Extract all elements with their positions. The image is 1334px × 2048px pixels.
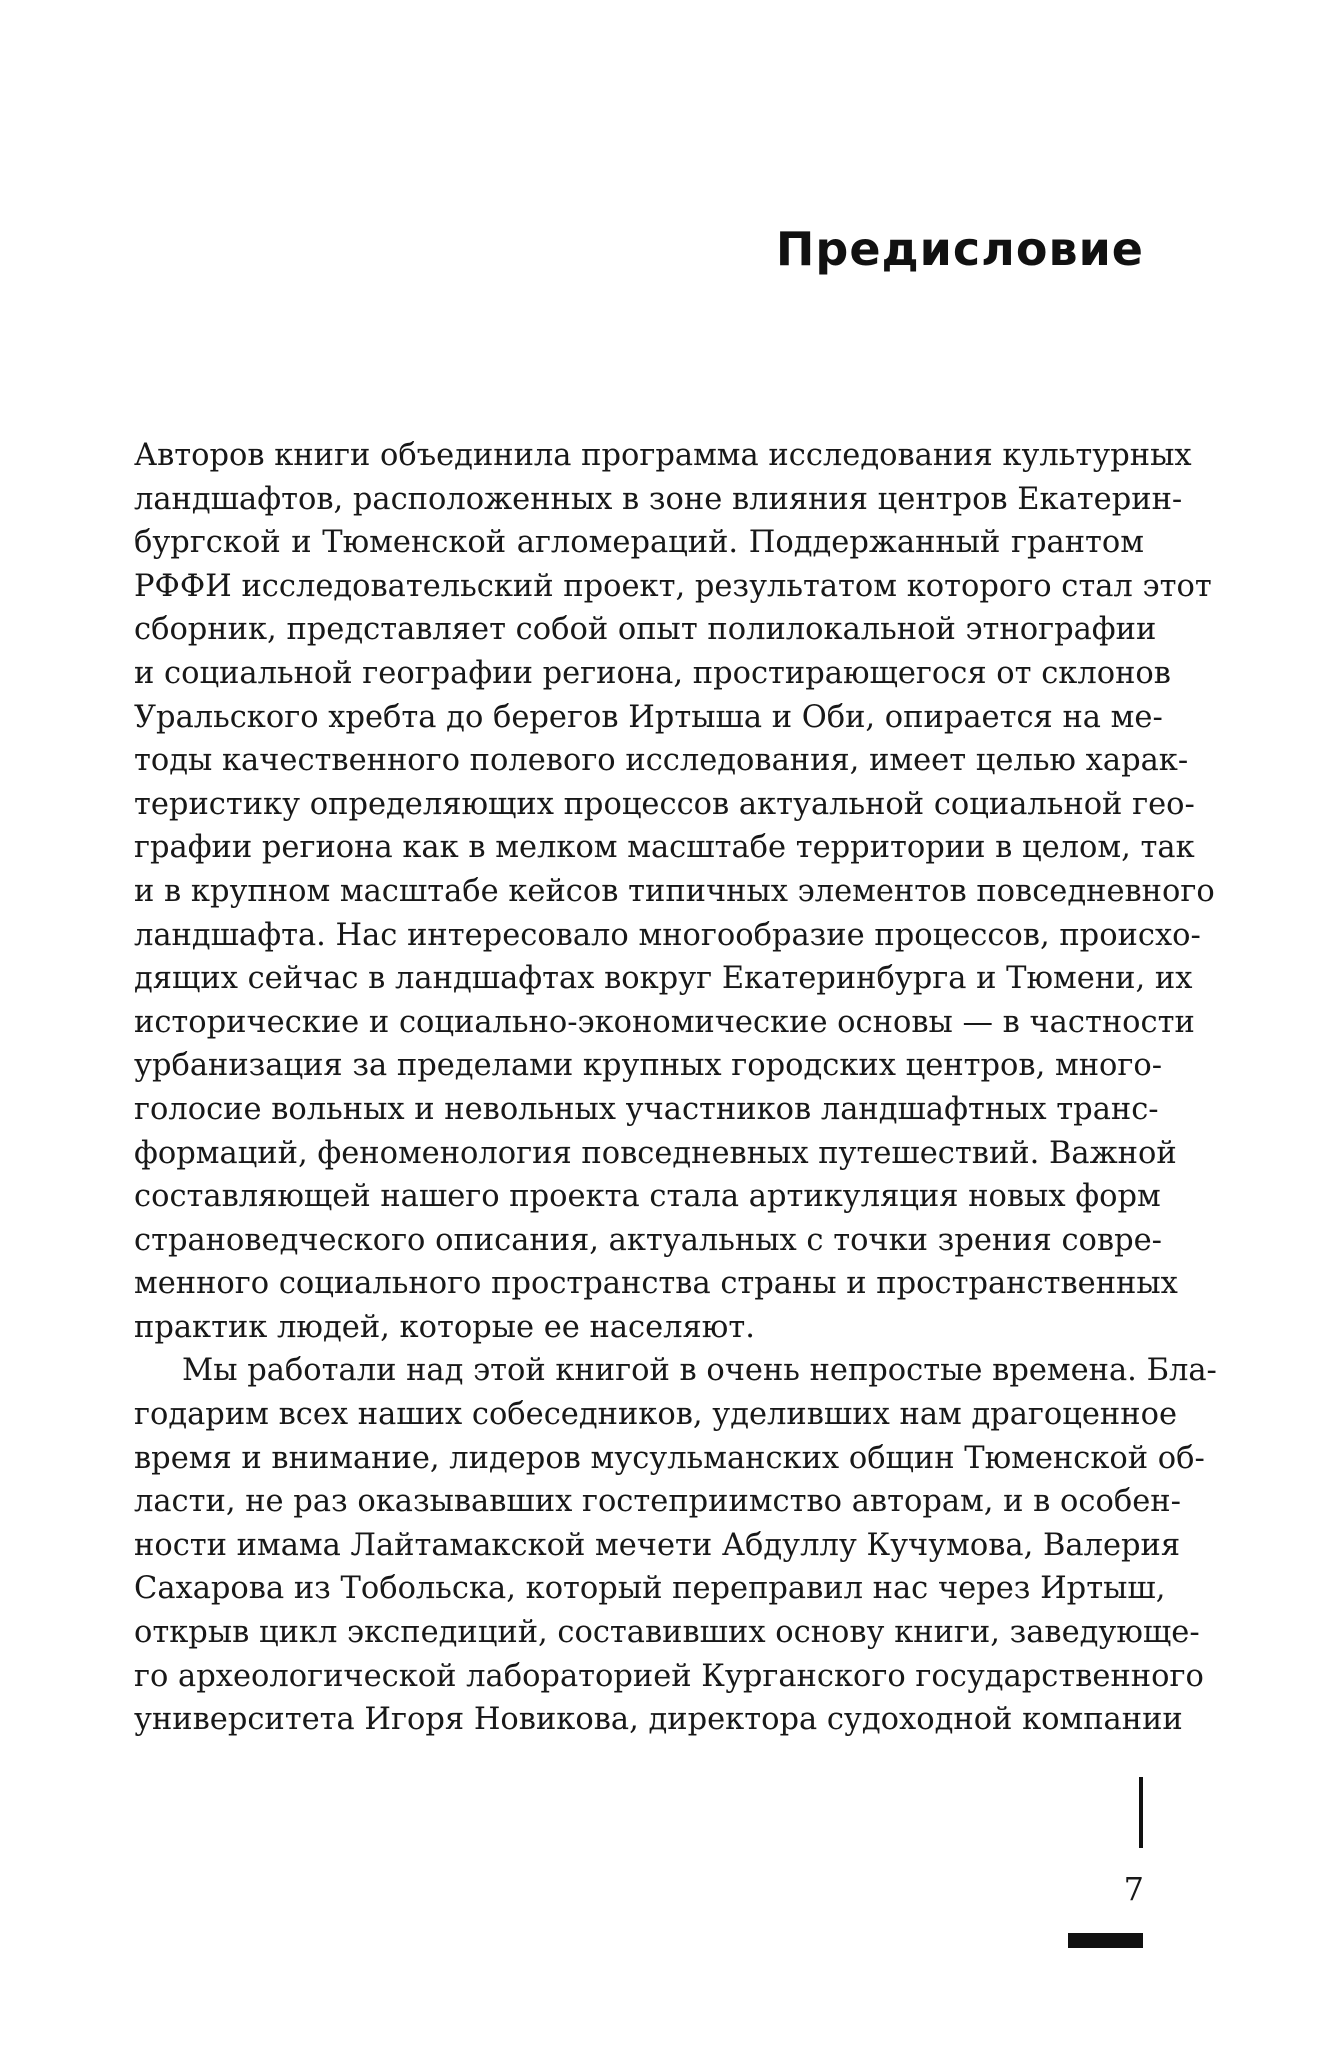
text-line: го археологической лабораторией Курганского государственного xyxy=(134,1658,1204,1694)
text-line: РФФИ исследовательский проект, результатом которого стал этот xyxy=(134,568,1212,604)
text-line: графии региона как в мелком масштабе территории в целом, так xyxy=(134,830,1195,866)
text-line: бургской и Тюменской агломераций. Поддержанный грантом xyxy=(134,525,1144,561)
text-line: практик людей, которые ее населяют. xyxy=(134,1309,755,1345)
body-text xyxy=(134,434,1217,1742)
text-line: урбанизация за пределами крупных городских центров, много- xyxy=(134,1048,1163,1084)
text-line: ласти, не раз оказывавших гостеприимство авторам, и в особен- xyxy=(134,1484,1181,1520)
chapter-title: Предисловие xyxy=(775,222,1144,276)
text-line: формаций, феноменология повседневных путешествий. Важной xyxy=(134,1135,1177,1171)
text-line: тоды качественного полевого исследования, имеет целью харак- xyxy=(134,743,1189,779)
text-line: теристику определяющих процессов актуальной социальной гео- xyxy=(134,786,1195,822)
text-line: сборник, представляет собой опыт полилокальной этнографии xyxy=(134,612,1157,648)
text-line: исторические и социально-экономические основы — в частности xyxy=(134,1004,1195,1040)
paragraph-1 xyxy=(134,434,1215,1349)
text-line: университета Игоря Новикова, директора судоходной компании xyxy=(134,1702,1183,1738)
text-line: и социальной географии региона, простирающегося от склонов xyxy=(134,655,1171,691)
text-line: ности имама Лайтамакской мечети Абдуллу Кучумова, Валерия xyxy=(134,1527,1181,1563)
text-line: дящих сейчас в ландшафтах вокруг Екатеринбурга и Тюмени, их xyxy=(134,961,1193,997)
folio-horizontal-bar xyxy=(1068,1933,1143,1948)
text-line: менного социального пространства страны и пространственных xyxy=(134,1266,1178,1302)
text-line: время и внимание, лидеров мусульманских общин Тюменской об- xyxy=(134,1440,1205,1476)
text-line: голосие вольных и невольных участников ландшафтных транс- xyxy=(134,1091,1159,1127)
folio-vertical-rule xyxy=(1139,1777,1143,1848)
text-line: ландшафта. Нас интересовало многообразие процессов, происхо- xyxy=(134,917,1201,953)
text-line: Уральского хребта до берегов Иртыша и Оби, опирается на ме- xyxy=(134,699,1163,735)
paragraph-2 xyxy=(134,1349,1217,1741)
page-number: 7 xyxy=(1123,1870,1144,1908)
text-line: Сахарова из Тобольска, который переправил нас через Иртыш, xyxy=(134,1571,1166,1607)
text-line: годарим всех наших собеседников, уделивших нам драгоценное xyxy=(134,1397,1178,1433)
text-line: ландшафтов, расположенных в зоне влияния центров Екатерин- xyxy=(134,481,1183,517)
text-line: Авторов книги объединила программа исследования культурных xyxy=(134,438,1192,473)
text-line: страноведческого описания, актуальных с точки зрения совре- xyxy=(134,1222,1162,1258)
text-line: Мы работали над этой книгой в очень непростые времена. Бла- xyxy=(182,1353,1217,1389)
text-line: составляющей нашего проекта стала артикуляция новых форм xyxy=(134,1179,1161,1215)
text-line: открыв цикл экспедиций, составивших основу книги, заведующе- xyxy=(134,1615,1200,1651)
text-line: и в крупном масштабе кейсов типичных элементов повседневного xyxy=(134,873,1215,909)
